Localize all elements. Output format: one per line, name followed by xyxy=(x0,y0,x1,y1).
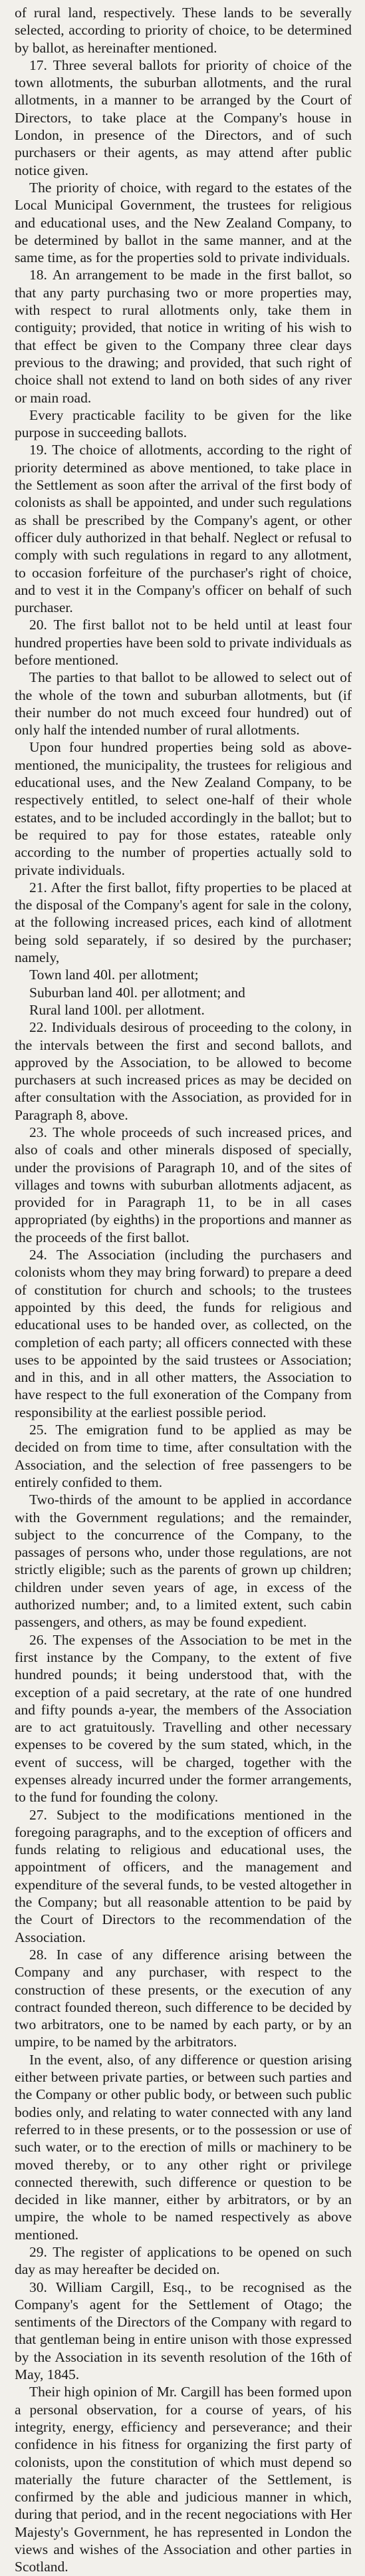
paragraph: The parties to that ballot to be allowed to select out of the whole of the town and suburban allotments, but (if their number do not much exceed four hundred) out of only half the intended number of rural allotments. xyxy=(15,669,352,738)
paragraph: 27. Subject to the modifications mentioned in the foregoing paragraphs, and to the exception of officers and funds relating to religious and educational uses, the appointment of officers, and the management and expenditure of the several funds, to be vested altogether in the Company; but all reasonable attention to be paid by the Court of Directors to the recommendation of the Association. xyxy=(15,1806,352,1945)
paragraph: Their high opinion of Mr. Cargill has been formed upon a personal observation, for a course of years, of his integrity, energy, efficiency and perseverance; and their confidence in his fitness for organizing the first party of colonists, upon the constitution of which must depend so materially the future character of the Settlement, is confirmed by the able and judicious manner in which, during that period, and in the recent negociations with Her Majesty's Government, he has represented in London the views and wishes of the Association and other parties in Scotland. xyxy=(15,2384,352,2575)
paragraph: Suburban land 40l. per allotment; and xyxy=(29,984,245,1001)
paragraph: 30. William Cargill, Esq., to be recognised as the Company's agent for the Settlement of Otago; the sentiments of the Directors of the Company with regard to that gentleman being in entire unison with those expressed by the Association in its seventh resolution of the 16th of May, 1845. xyxy=(15,2279,352,2383)
paragraph: In the event, also, of any difference or question arising either between private parties, or between such parties and the Company or other public body, or between such public bodies only, and relating to water connected with any land referred to in these presents, or to the possession or use of such water, or to the erection of mills or machinery to be moved thereby, or to any other right or privilege connected therewith, such difference or question to be decided in like manner, either by arbitrators, or by an umpire, the whole to be named respectively as above mentioned. xyxy=(15,2051,352,2243)
paragraph: 18. An arrangement to be made in the first ballot, so that any party purchasing two or more properties may, with respect to rural allotments only, take them in contiguity; provided, that notice in writing of his wish to that effect be given to the Company three clear days previous to the drawing; and provided, that such right of choice shall not extend to land on both sides of any river or main road. xyxy=(15,267,352,406)
paragraph: of rural land, respectively. These lands to be severally selected, according to priority of choice, to be determined by ballot, as hereinafter mentioned. xyxy=(15,5,352,56)
paragraph: 28. In case of any difference arising between the Company and any purchaser, with respect to the construction of these presents, or the execution of any contract founded thereon, such difference to be decided by two arbitrators, one to be named by each party, or by an umpire, to be named by the arbitrators. xyxy=(15,1946,352,2050)
paragraph: 26. The expenses of the Association to be met in the first instance by the Company, to the extent of five hundred pounds; it being understood that, with the exception of a paid secretary, at the rate of one hundred and fifty pounds a-year, the members of the Association are to act gratuitously. Travelling and other necessary expenses to be covered by the sum stated, which, in the event of success, will be charged, together with the expenses already incurred under the former arrangements, to the fund for founding the colony. xyxy=(15,1631,352,1806)
paragraph: Rural land 100l. per allotment. xyxy=(29,1001,205,1018)
paragraph: 29. The register of applications to be opened on such day as may hereafter be decided on. xyxy=(15,2244,352,2278)
paragraph: 22. Individuals desirous of proceeding to the colony, in the intervals between the first and second ballots, and approved by the Association, to be allowed to become purchasers at such increased prices as may be decided on after consultation with the Association, as provided for in Paragraph 8, above. xyxy=(15,1019,352,1123)
paragraph: 25. The emigration fund to be applied as may be decided on from time to time, after consultation with the Association, and the selection of free passengers to be entirely confided to them. xyxy=(15,1422,352,1490)
paragraph: Two-thirds of the amount to be applied in accordance with the Government regulations; and the remainder, subject to the concurrence of the Company, to the passages of persons who, under those regulations, are not strictly eligible; such as the parents of grown up children; children under seven years of age, in excess of the authorized number; and, to a limited extent, such cabin passengers, and others, as may be found expedient. xyxy=(15,1492,352,1631)
paragraph: 21. After the first ballot, fifty properties to be placed at the disposal of the Company's agent for sale in the colony, at the following increased prices, each kind of allotment being sold separately, if so desired by the purchaser; namely, xyxy=(15,879,352,966)
paragraph: The priority of choice, with regard to the estates of the Local Municipal Government, the trustees for religious and educational uses, and the New Zealand Company, to be determined by ballot in the same manner, and at the same time, as for the properties sold to private individuals. xyxy=(15,179,352,266)
paragraph: Every practicable facility to be given for the like purpose in succeeding ballots. xyxy=(15,406,352,441)
paragraph: Upon four hundred properties being sold as above-mentioned, the municipality, the trustees for religious and educational uses, and the New Zealand Company, to be respectively entitled, to select one-half of their whole estates, and to be included accordingly in the ballot; but to be required to pay for those estates, rateable only according to the number of properties actually sold to private individuals. xyxy=(15,739,352,878)
paragraph: Town land 40l. per allotment; xyxy=(29,967,199,983)
paragraph: 17. Three several ballots for priority of choice of the town allotments, the suburban allotments, and the rural allotments, in a manner to be arranged by the Court of Directors, to take place at the Company's house in London, in presence of the Directors, and of such purchasers or their agents, as may attend after public notice given. xyxy=(15,57,352,178)
paragraph: 23. The whole proceeds of such increased prices, and also of coals and other minerals disposed of specially, under the provisions of Paragraph 10, and of the sites of villages and towns with suburban allotments adjacent, as provided for in Paragraph 11, to be in all cases appropriated (by eighths) in the proportions and manner as the proceeds of the first ballot. xyxy=(15,1124,352,1245)
paragraph: 19. The choice of allotments, according to the right of priority determined as above mentioned, to take place in the Settlement as soon after the arrival of the first body of colonists as shall be appointed, and under such regulations as shall be prescribed by the Company's agent, or other officer duly authorized in that behalf. Neglect or refusal to comply with such regulations in regard to any allotment, to occasion forfeiture of the purchaser's right of choice, and to vest it in the Company's officer on behalf of such purchaser. xyxy=(15,442,352,616)
paragraph: 20. The first ballot not to be held until at least four hundred properties have been sold to private individuals as before mentioned. xyxy=(15,617,352,668)
paragraph: 24. The Association (including the purchasers and colonists whom they may bring forward) to prepare a deed of constitution for church and schools; to the trustees appointed by this deed, the funds for religious and educational uses to be handed over, as collected, on the completion of each party; all officers connected with these uses to be appointed by the said trustees or Association; and in this, and in all other matters, the Association to have respect to the full exoneration of the Company from responsibility at the earliest possible period. xyxy=(15,1247,352,1420)
